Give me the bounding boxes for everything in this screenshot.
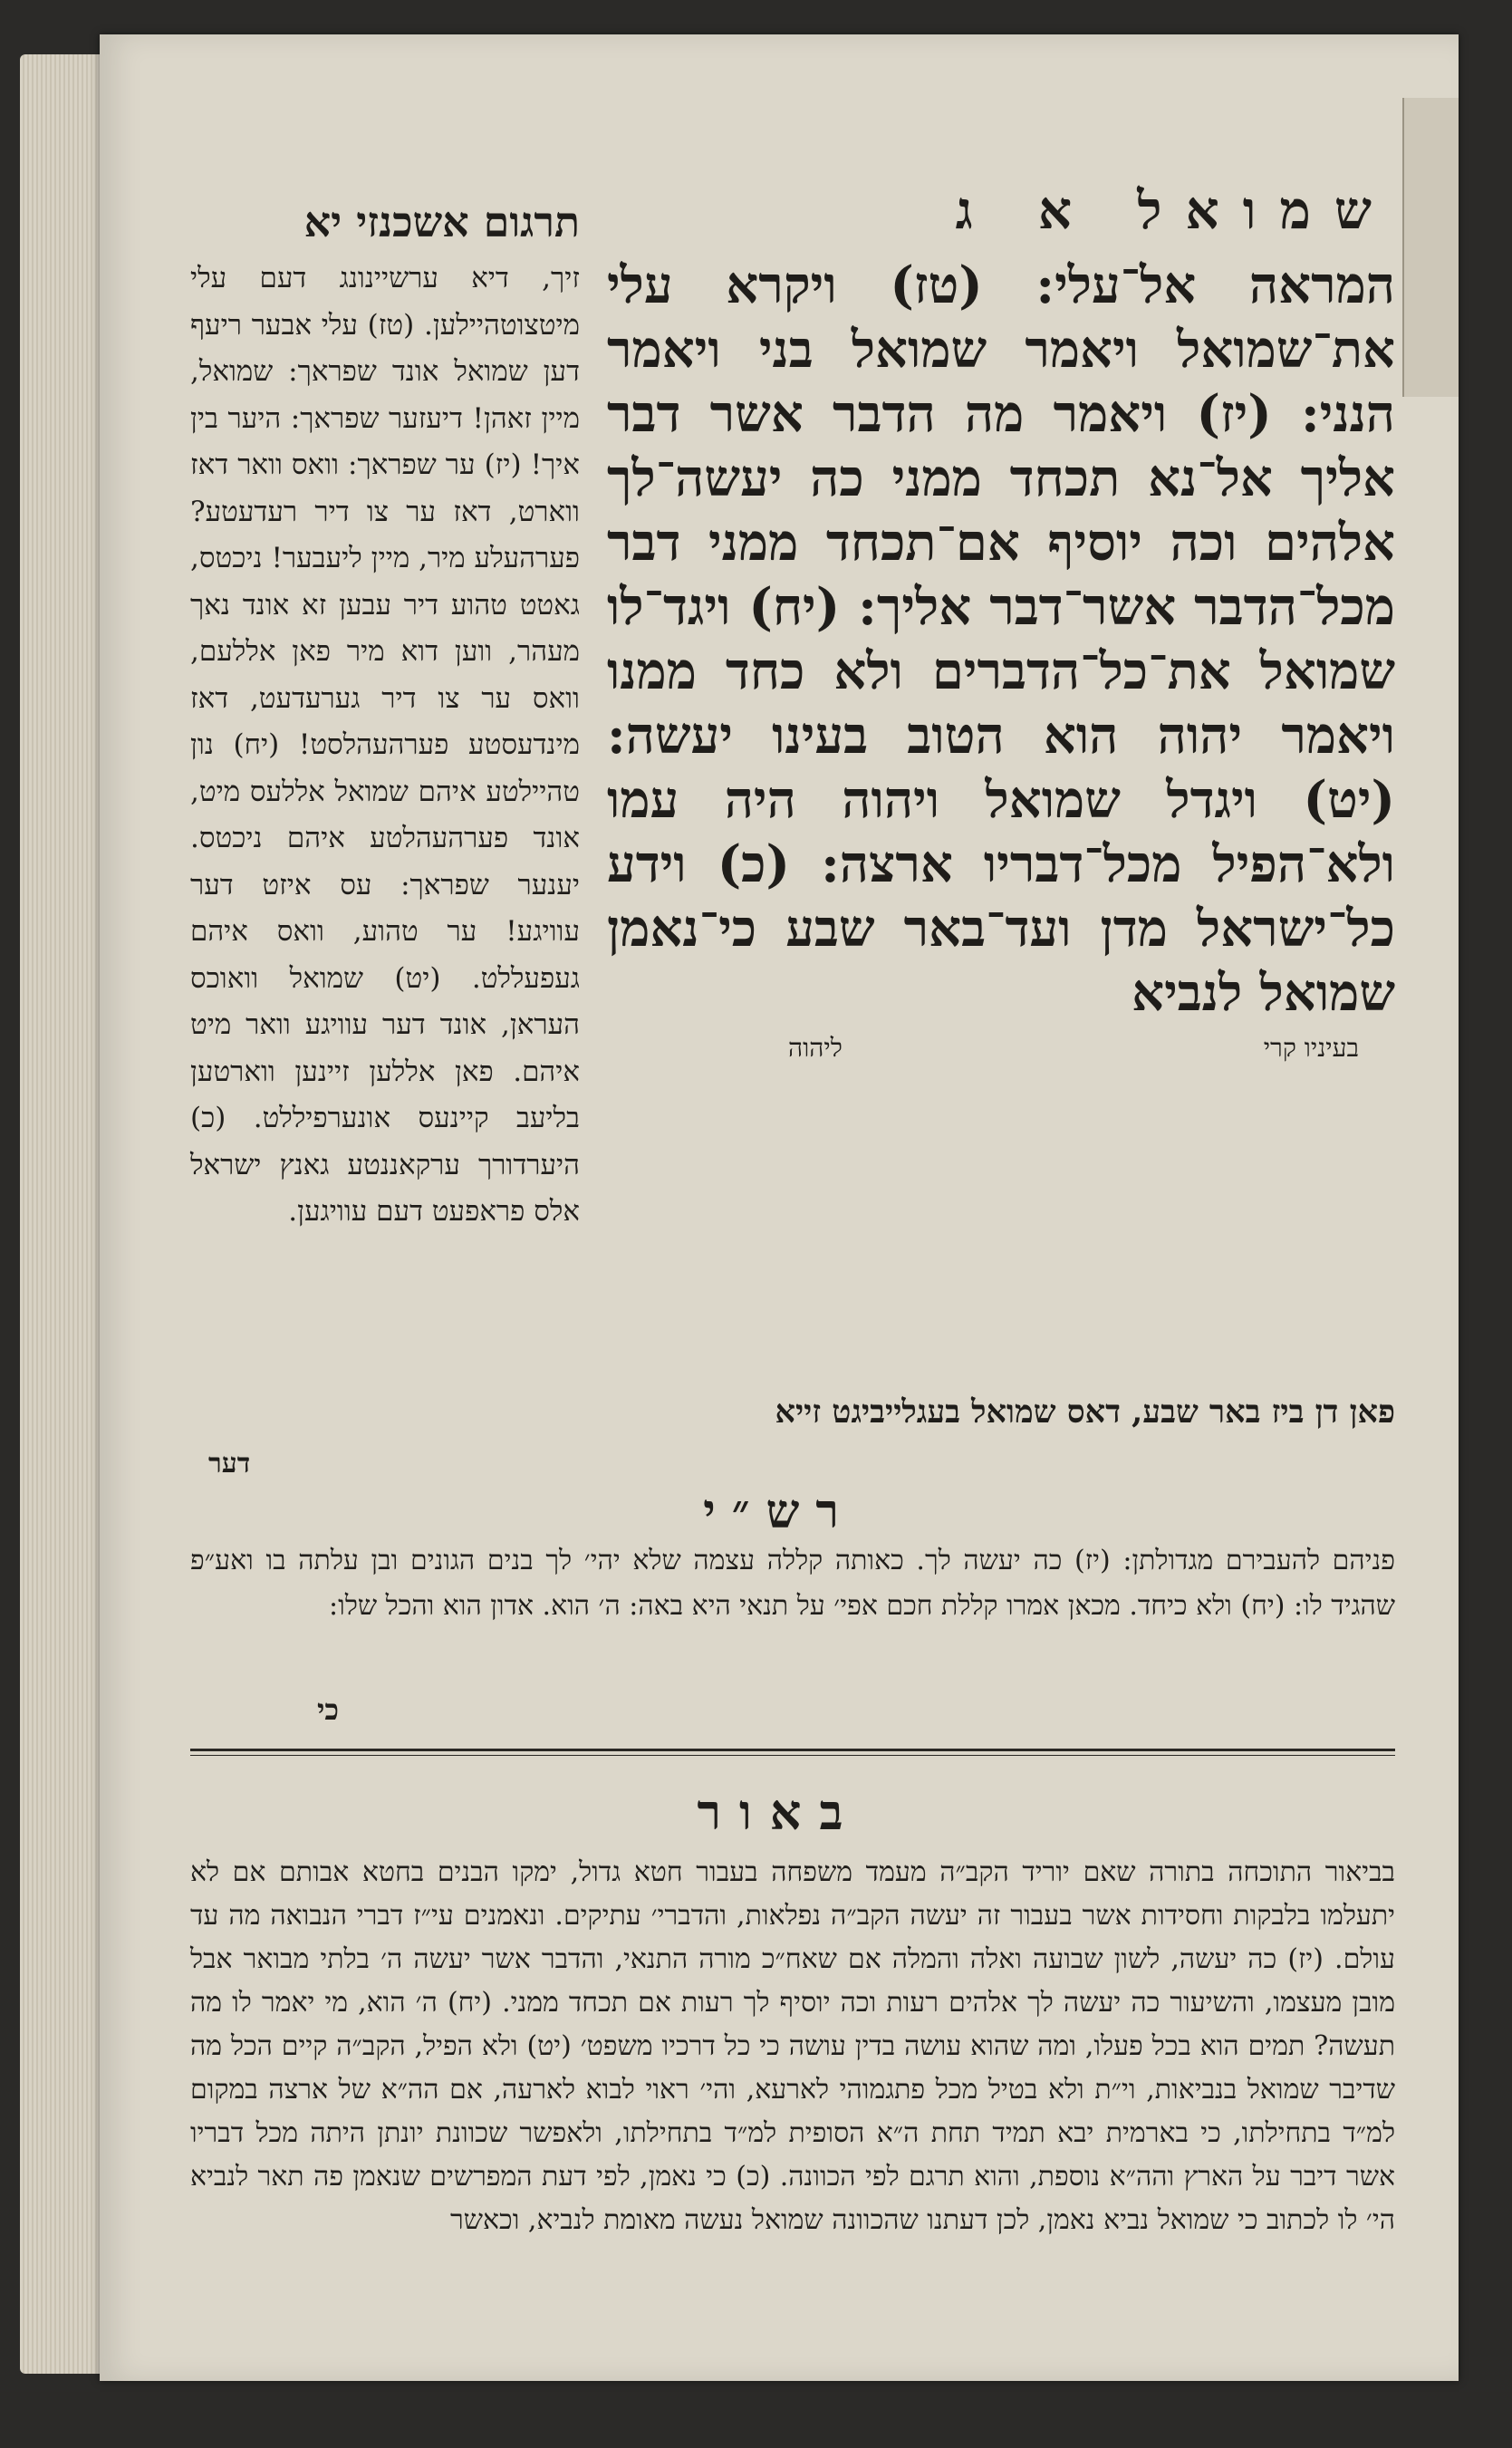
biur-title: באור: [697, 1783, 862, 1841]
running-head-main: שמואל א ג: [955, 179, 1395, 241]
bible-text-column: [607, 179, 1395, 1064]
translation-column: [190, 198, 580, 1236]
section-divider: [190, 1749, 1395, 1756]
rashi-title: רש״י: [703, 1484, 855, 1539]
kri-note-left: ליהוה: [788, 1033, 843, 1063]
biur-commentary: בביאור התוכחה בתורה שאם יוריד הקב״ה מעמד משפחה בעבור חטא גדול, ימקו הבנים בחטא אבותם אם לא יתעלמו בלבקות וחסידות אשר בעבור זה יעשה הקב״ה נפלאות, והדברי׳ עתיקים. ונאמנים עי״ז דברי הנבואה מה עד עולם. (יז) כה יעשה, לשון שבועה ואלה והמלה אם שאח״כ מורה התנאי, והדבר אשר יעשה ה׳ בלתי מבואר אבל מובן מעצמו, והשיעור כה יעשה לך אלהים רעות וכה יוסיף לך רעות אם תכחד ממני. (יח) ה׳ הוא, מי יאמר לו מה תעשה? תמים הוא בכל פעלו, ומה שהוא עושה בדין עושה כי כל דרכיו משפט׳ (יט) ולא הפיל, הקב״ה קיים הכל מה שדיבר שמואל בנביאות, וי״ת ולא בטיל מכל פתגמוהי לארעא, והי׳ ראוי לבוא לארעה, אם הה״א של ארצה במקום למ״ד בתחילתו, כי בארמית יבא תמיד תחת ה״א הסופית למ״ד בתחילתו, ולאפשר שכוונת יונתן היתה מכל דבריו אשר דיבר על הארץ והה״א נוספת, והוא תרגם לפי הכוונה. (כ) כי נאמן, לפי דעת המפרשים שנאמן פה תאר לנביא הי׳ לו לכתוב כי שמואל נביא נאמן, לכן דעתנו שהכוונה שמואל נעשה מאומת לנביא, וכאשר: [190, 1856, 1395, 2236]
rashi-commentary: פניהם להעבירם מגדולתן: (יז) כה יעשה לך. כאותה קללה עצמה שלא יהי׳ לך בנים הגונים ובן עלתה בו ואע״פ שהגיד לו: (יח) ולא כיחד. מכאן אמרו קללת חכם אפי׳ על תנאי היא באה: ה׳ הוא. אדון הוא והכל שלו:: [190, 1545, 1395, 1622]
running-head-side: תרגום אשכנזי יא: [303, 198, 580, 246]
kri-note: [607, 1033, 1395, 1064]
book-page-edges: [20, 54, 111, 2374]
catchword-translation: דער: [208, 1448, 251, 1479]
page-tab-edge: [1402, 98, 1459, 397]
bible-verses: המראה אל־עלי: (טז) ויקרא עלי את־שמואל ויאמר שמואל בני ויאמר הנני: (יז) ויאמר מה הדבר אשר דבר אליך אל־נא תכחד ממני כה יעשה־לך אלהים וכה יוסיף אם־תכחד ממני דבר מכל־הדבר אשר־דבר אליך: (יח) ויגד־לו שמואל את־כל־הדברים ולא כחד ממנו ויאמר יהוה הוא הטוב בעינו יעשה: (יט) ויגדל שמואל ויהוה היה עמו ולא־הפיל מכל־דבריו ארצה: (כ) וידע כל־ישראל מדן ועד־באר שבע כי־נאמן שמואל לנביא: [607, 255, 1395, 1023]
book-page: [100, 34, 1459, 2381]
translation-continuation: פאן דן ביז באר שבע, דאס שמואל בעגלייביגט זייא: [775, 1393, 1395, 1431]
kri-note-right: בעיניו קרי: [1263, 1033, 1359, 1063]
translation-text: זיך, דיא ערשיינונג דעם עלי מיטצוטהיילען. (טז) עלי אבער ריעף דען שמואל אונד שפראך: שמואל, מיין זאהן! דיעזער שפראך: היער בין איך! (יז) ער שפראך: וואס וואר דאז ווארט, דאז ער צו דיר רעדעטע? פערהעלע מיר, מיין ליעבער! ניכטס, גאטט טהוע דיר עבען זא אונד נאך מעהר, ווען דוא מיר פאן אללעם, וואס ער צו דיר גערעדעט, דאז מינדעסטע פערהעהלסט! (יח) נון טהיילטע איהם שמואל אללעס מיט, אונד פערהעהלטע איהם ניכטס. יענער שפראך: עס איזט דער עוויגע! ער טהוע, וואס איהם געפעללט. (יט) שמואל וואוכס העראן, אונד דער עוויגע וואר מיט איהם. פאן אללען זיינען ווארטען בליעב קיינעס אונערפיללט. (כ) היערדורך ערקאננטע גאנץ ישראל אלס פראפעט דעם עוויגען.: [190, 262, 580, 1228]
catchword-rashi: כי: [317, 1692, 340, 1727]
